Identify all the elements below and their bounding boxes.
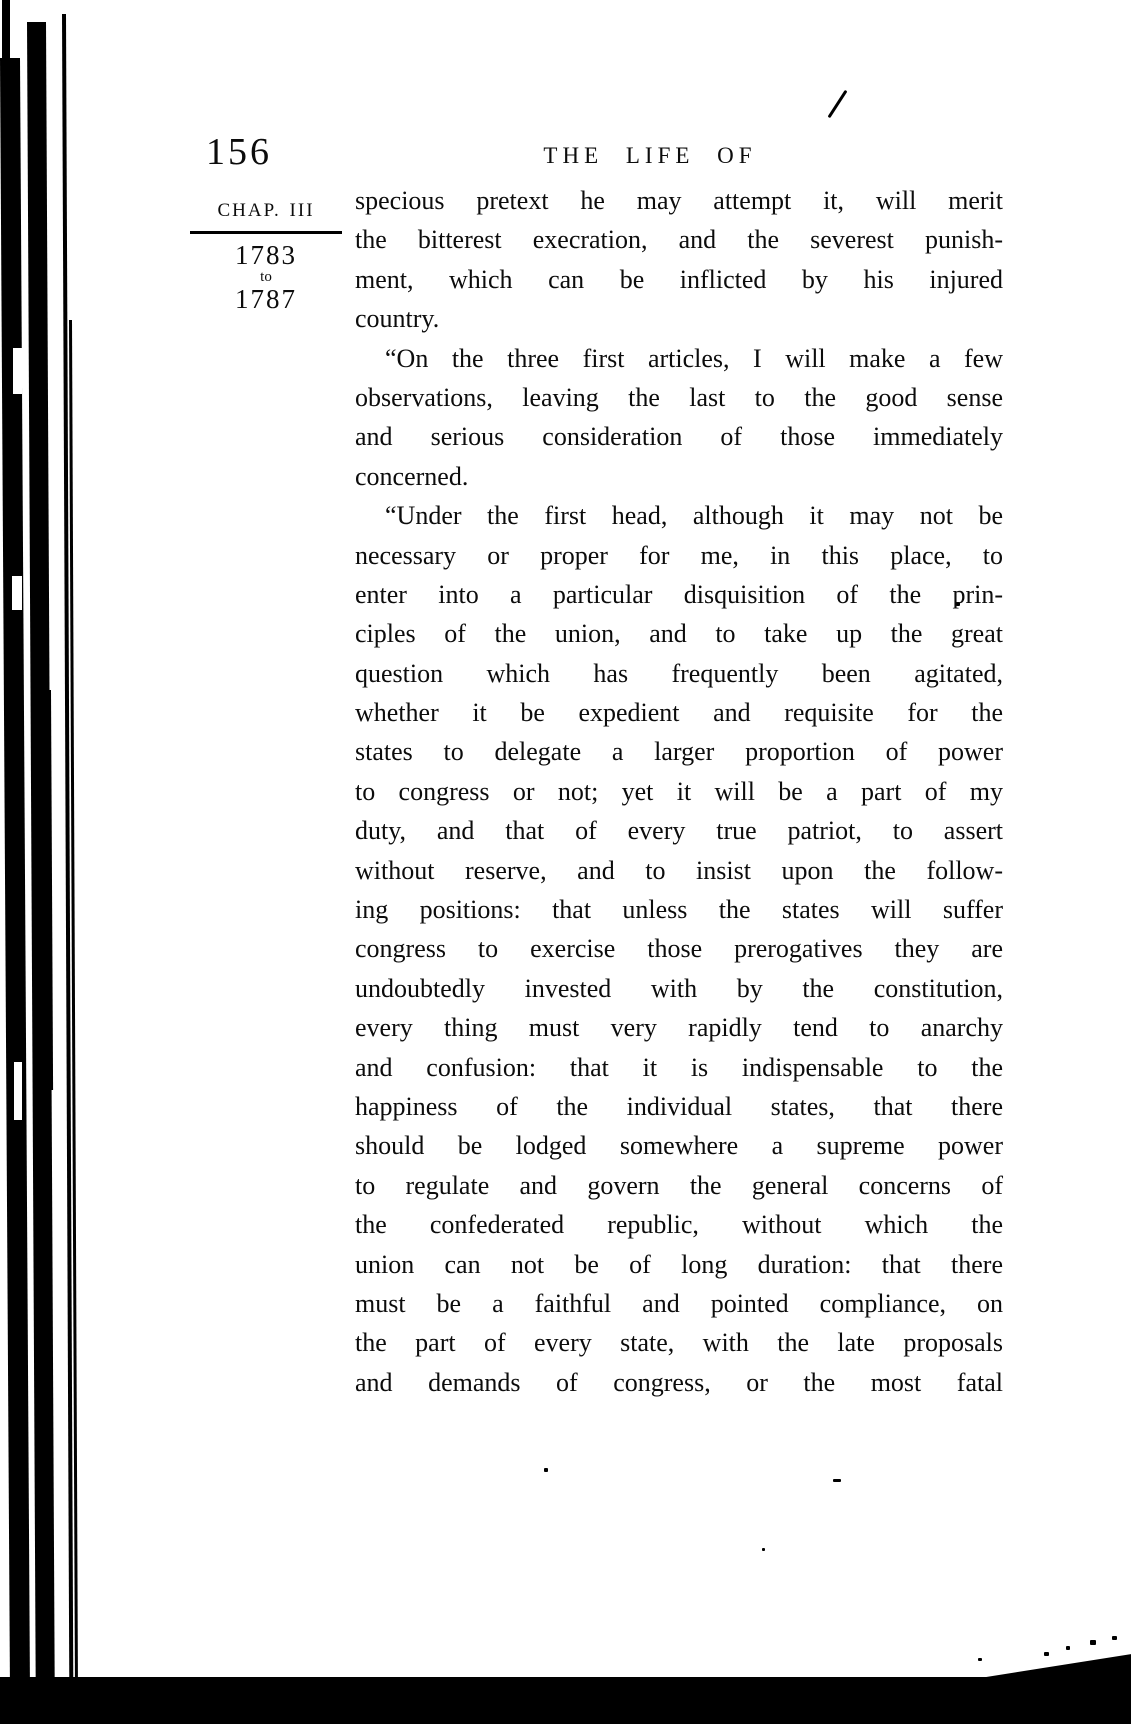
scan-speck <box>978 1658 982 1661</box>
ink-speck <box>544 1468 548 1472</box>
text-line: country. <box>355 304 440 334</box>
text-line: question which has frequently been agitated, <box>355 658 1003 688</box>
text-line: should be lodged somewhere a supreme power <box>355 1131 1003 1161</box>
text-line: necessary or proper for me, in this place, to <box>355 540 1003 570</box>
body-text-block <box>355 181 1003 1402</box>
scan-gutter-band <box>37 690 53 1090</box>
text-line: every thing must very rapidly tend to anarchy <box>355 1013 1003 1043</box>
text-line: concerned. <box>355 461 469 491</box>
text-line: undoubtedly invested with by the constitution, <box>355 973 1003 1003</box>
text-line: whether it be expedient and requisite for the <box>355 698 1003 728</box>
text-line: and demands of congress, or the most fatal <box>355 1367 1003 1397</box>
text-line: the bitterest execration, and the severest punish- <box>355 225 1003 255</box>
text-line: duty, and that of every true patriot, to assert <box>355 816 1003 846</box>
year-end: 1787 <box>235 284 297 314</box>
text-line: specious pretext he may attempt it, will merit <box>355 186 1003 215</box>
scan-band-gap <box>13 348 22 394</box>
text-line: “On the three first articles, I will make a few <box>385 343 1003 373</box>
text-line: ment, which can be inflicted by his injured <box>355 264 1003 294</box>
text-line: states to delegate a larger proportion of power <box>355 737 1003 767</box>
text-line: without reserve, and to insist upon the follow- <box>355 855 1003 885</box>
text-line: union can not be of long duration: that there <box>355 1249 1003 1279</box>
scan-speck <box>1112 1636 1117 1640</box>
text-line: happiness of the individual states, that there <box>355 1091 1003 1121</box>
margin-rule <box>190 231 342 234</box>
stray-slash-mark <box>828 90 848 118</box>
page-number: 156 <box>206 131 272 173</box>
scan-speck <box>1044 1652 1049 1656</box>
scan-gutter-band <box>0 58 30 1724</box>
text-line: the part of every state, with the late proposals <box>355 1328 1003 1358</box>
scan-speck <box>1066 1646 1070 1650</box>
text-line: the confederated republic, without which the <box>355 1210 1003 1240</box>
scan-band-gap <box>12 576 22 610</box>
year-connector: to <box>260 269 272 285</box>
scan-band-gap <box>14 1062 22 1120</box>
text-line: and serious consideration of those immediately <box>355 422 1003 452</box>
scan-gutter-band <box>2 0 10 70</box>
ink-speck <box>762 1548 765 1551</box>
text-line: ciples of the union, and to take up the great <box>355 619 1003 649</box>
text-line: and confusion: that it is indispensable to the <box>355 1052 1003 1082</box>
year-start: 1783 <box>235 240 297 270</box>
chapter-label: CHAP. III <box>217 200 315 221</box>
running-head: THE LIFE OF <box>543 143 757 168</box>
scan-speck <box>1090 1640 1096 1645</box>
text-line: congress to exercise those prerogatives they are <box>355 934 1003 964</box>
text-line: “Under the first head, although it may not be <box>385 501 1003 531</box>
ink-speck <box>833 1479 841 1482</box>
text-line: ing positions: that unless the states will suffer <box>355 895 1003 925</box>
text-line: enter into a particular disquisition of the prin- <box>355 579 1003 609</box>
text-line: to congress or not; yet it will be a part of my <box>355 776 1003 806</box>
text-line: to regulate and govern the general concerns of <box>355 1170 1003 1200</box>
margin-notes <box>190 200 342 314</box>
text-line: must be a faithful and pointed compliance, on <box>355 1288 1003 1318</box>
text-line: observations, leaving the last to the good sense <box>355 382 1003 412</box>
